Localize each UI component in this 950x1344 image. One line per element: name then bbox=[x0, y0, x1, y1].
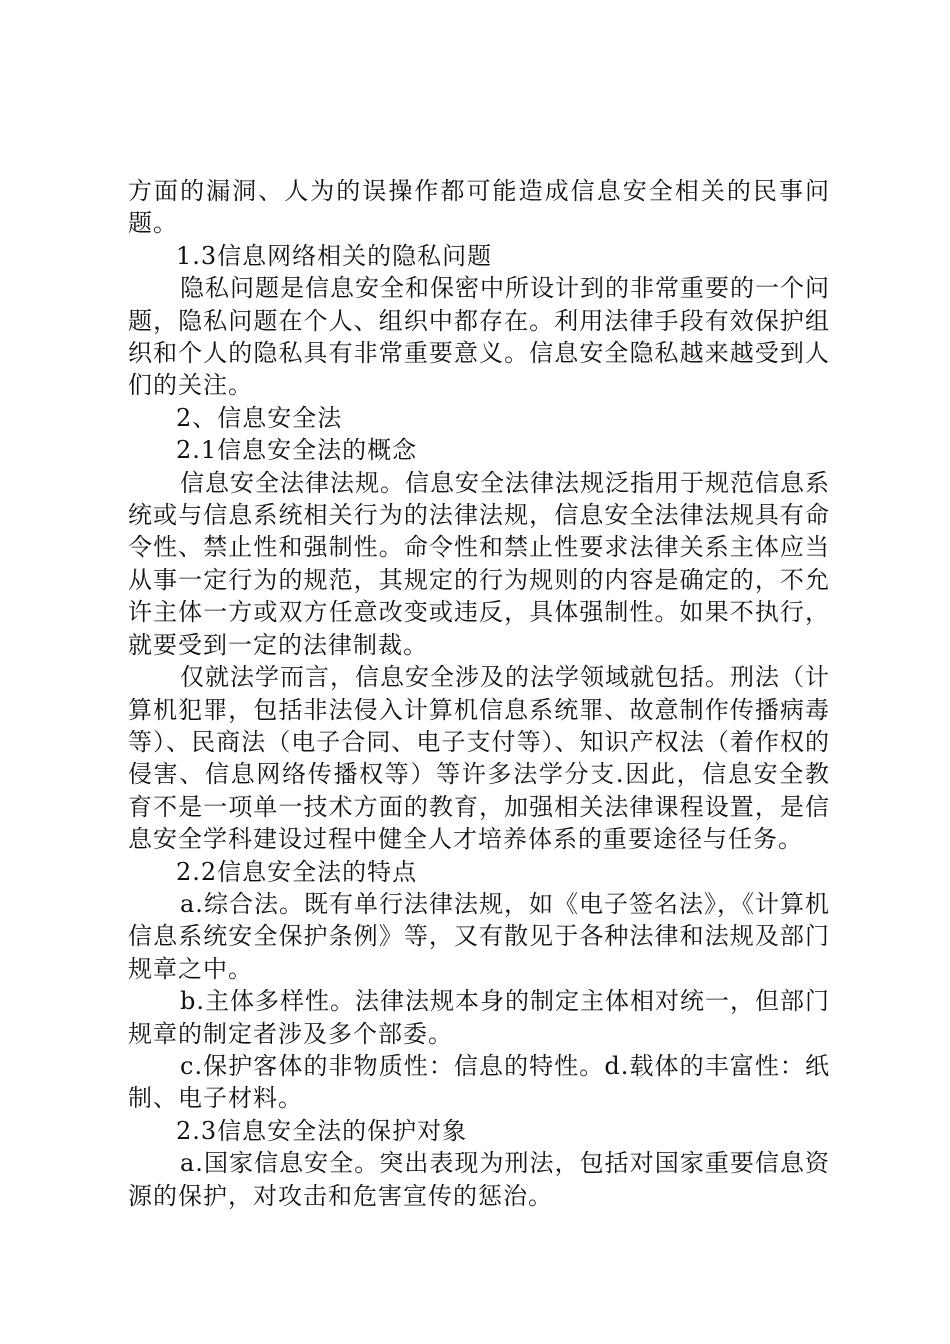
section-heading-2-1: 2.1信息安全法的概念 bbox=[176, 436, 418, 465]
section-heading-2: 2、信息安全法 bbox=[176, 403, 343, 432]
document-body bbox=[128, 175, 830, 1212]
paragraph-object-a: a.国家信息安全。突出表现为刑法，包括对国家重要信息资源的保护，对攻击和危害宣传的惩治。 bbox=[128, 1149, 830, 1210]
section-heading-1-3: 1.3信息网络相关的隐私问题 bbox=[176, 241, 493, 270]
section-heading-2-3: 2.3信息安全法的保护对象 bbox=[176, 1116, 468, 1145]
paragraph-concept: 信息安全法律法规。信息安全法律法规泛指用于规范信息系统或与信息系统相关行为的法律法规，信息安全法律法规具有命令性、禁止性和强制性。命令性和禁止性要求法律关系主体应当从事一定行为的规范，其规定的行为规则的内容是确定的，不允许主体一方或双方任意改变或违反，具体强制性。如果不执行，就要受到一定的法律制裁。 bbox=[128, 468, 830, 659]
paragraph-feature-a: a.综合法。既有单行法律法规，如《电子签名法》，《计算机信息系统安全保护条例》等，又有散见于各种法律和法规及部门规章之中。 bbox=[128, 889, 830, 983]
paragraph-legal-fields: 仅就法学而言，信息安全涉及的法学领域就包括。刑法（计算机犯罪，包括非法侵入计算机信息系统罪、故意制作传播病毒等）、民商法（电子合同、电子支付等）、知识产权法（着作权的侵害、信息网络传播权等）等许多法学分支.因此，信息安全教育不是一项单一技术方面的教育，加强相关法律课程设置，是信息安全学科建设过程中健全人才培养体系的重要途径与任务。 bbox=[128, 663, 830, 854]
paragraph-feature-b: b.主体多样性。法律法规本身的制定主体相对统一，但部门规章的制定者涉及多个部委。 bbox=[128, 987, 830, 1048]
section-heading-2-2: 2.2信息安全法的特点 bbox=[176, 857, 418, 886]
paragraph-continued: 方面的漏洞、人为的误操作都可能造成信息安全相关的民事问题。 bbox=[128, 177, 830, 238]
paragraph-feature-c-d: c.保护客体的非物质性：信息的特性。d.载体的丰富性：纸制、电子材料。 bbox=[128, 1051, 830, 1113]
paragraph-privacy: 隐私问题是信息安全和保密中所设计到的非常重要的一个问题，隐私问题在个人、组织中都存在。利用法律手段有效保护组织和个人的隐私具有非常重要意义。信息安全隐私越来越受到人们的关注。 bbox=[128, 274, 830, 400]
